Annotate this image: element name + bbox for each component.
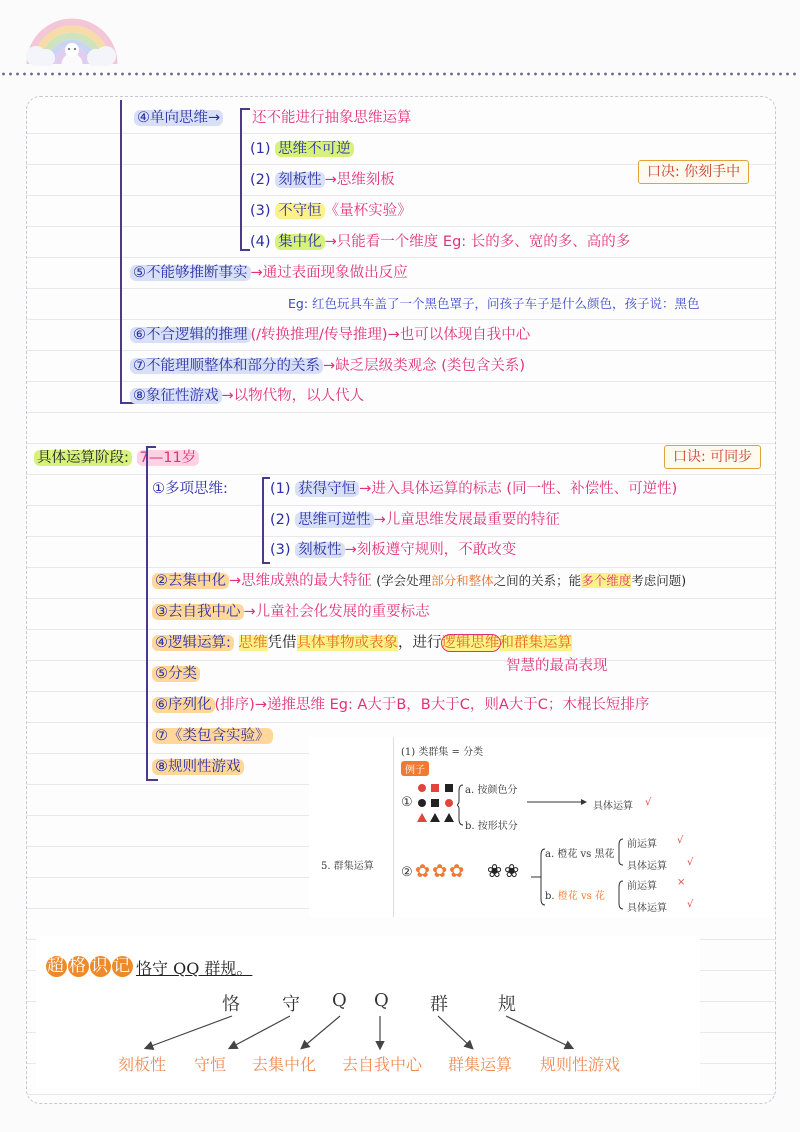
example-badge: 例子 (401, 761, 429, 776)
s2-item-6-line: ⑥序列化 (排序)→递推思维 Eg: A大于B，B大于C，则A大于C；木棍长短排序 (152, 695, 649, 715)
stage-age: 7—11岁 (137, 450, 200, 466)
group-operation-figure: 5. 群集运算 (1) 类群集 = 分类 例子 ① a. 按颜色分 b. 按形状分 具体运算 √ ② ✿✿✿ ❀❀ a. 橙花 vs 黑花 b. 橙花 vs 花 前运算 √ 具体运算 √ 前运算 × 具体运算 √ (309, 737, 773, 917)
logic-thinking-circled: 逻辑思维 (441, 635, 500, 651)
main-bracket-2-foot (146, 779, 158, 781)
figure-heading: (1) 类群集 = 分类 (401, 747, 484, 758)
item-7-line: ⑦不能理顺整体和部分的关系 →缺乏层级类观念 (类包含关系) (130, 356, 525, 376)
main-bracket-2-top (146, 446, 156, 448)
memory-trick-title: 恪守 QQ 群规。 (136, 959, 253, 978)
s2-item-4-line: ④逻辑运算: 思维凭借具体事物或表象，进行逻辑思维和群集运算 (152, 633, 572, 653)
item-4-label: ④单向思维→ (134, 110, 223, 126)
memory-trick-badge: 超 格 识 记 (47, 956, 132, 976)
sub-bracket-2-bottom (262, 562, 270, 564)
item-5-line: ⑤不能够推断事实 →通过表面现象做出反应 (130, 263, 408, 283)
mnemonic-tag-1: 口决: 你刻手中 (638, 160, 749, 184)
dotted-divider (0, 72, 800, 76)
wisdom-note: 智慧的最高表现 (506, 658, 608, 674)
item-6-line: ⑥不合逻辑的推理 (/转换推理/传导推理)→也可以体现自我中心 (130, 325, 530, 345)
s2-item-5-line: ⑤分类 (152, 664, 200, 684)
sub-1-line: (1) 思维不可逆 (250, 139, 354, 159)
shapes-icon (415, 781, 461, 827)
c2b-line: b. 橙花 vs 花 (545, 891, 605, 902)
sub-1-keyword: 思维不可逆 (275, 141, 354, 157)
item-4-line (134, 108, 223, 128)
item-8-line: ⑧象征性游戏 →以物代物，以人代人 (130, 386, 364, 406)
figure-side-label: 5. 群集运算 (321, 861, 374, 872)
s2-item-8-line: ⑧规则性游戏 (152, 757, 244, 777)
sub-3-line: (3) 不守恒 《量杯实验》 (250, 203, 412, 219)
orange-flowers-icon: ✿✿✿ (415, 861, 467, 882)
sub-bracket-2 (262, 477, 264, 563)
stage-title-line (34, 448, 199, 468)
memory-trick-figure: 超 格 识 记 恪守 QQ 群规。 恪 守 Q Q 群 规 刻板性 守恒 去集中化 去自我中心 群集运算 规则性游戏 (36, 936, 700, 1088)
main-bracket-2 (146, 446, 148, 780)
s2-sub-1-line: (1) 获得守恒 →进入具体运算的标志 (同一性、补偿性、可逆性) (270, 481, 678, 497)
sub-4-line: (4) 集中化 →只能看一个维度 Eg: 长的多、宽的多、高的多 (250, 234, 631, 250)
sub-2-line: (2) 刻板性 →思维刻板 (250, 172, 395, 188)
s2-sub-3-line: (3) 刻板性 →刻板遵守规则，不敢改变 (270, 542, 517, 558)
s2-item-1-label: ①多项思维: (152, 481, 228, 497)
stage-title: 具体运算阶段: (34, 450, 132, 466)
item-4-desc: 还不能进行抽象思维运算 (252, 110, 412, 126)
mnemonic-tag-2: 口诀: 可同步 (664, 445, 761, 469)
sub-bracket-1-top (240, 108, 250, 110)
example-note: Eg: 红色玩具车盖了一个黑色罩子，问孩子车子是什么颜色，孩子说：黑色 (288, 296, 700, 311)
sub-bracket-2-top (262, 477, 270, 479)
sub-4-keyword: 集中化 (275, 234, 325, 250)
s2-item-7-line: ⑦《类包含实验》 (152, 726, 273, 746)
sub-bracket-1-bottom (240, 249, 250, 251)
s2-item-3-line: ③去自我中心 →儿童社会化发展的重要标志 (152, 602, 430, 622)
s2-sub-2-line: (2) 思维可逆性 →儿童思维发展最重要的特征 (270, 512, 560, 528)
sub-3-keyword: 不守恒 (275, 203, 325, 219)
rainbow-sticker (22, 6, 122, 66)
s2-item-2-line: ②去集中化 →思维成熟的最大特征 (学会处理部分和整体之间的关系；能多个维度考虑问题) (152, 571, 686, 591)
main-bracket-1 (120, 100, 122, 403)
sub-2-keyword: 刻板性 (275, 172, 325, 188)
sub-bracket-1 (240, 108, 242, 250)
black-flowers-icon: ❀❀ (487, 861, 522, 882)
